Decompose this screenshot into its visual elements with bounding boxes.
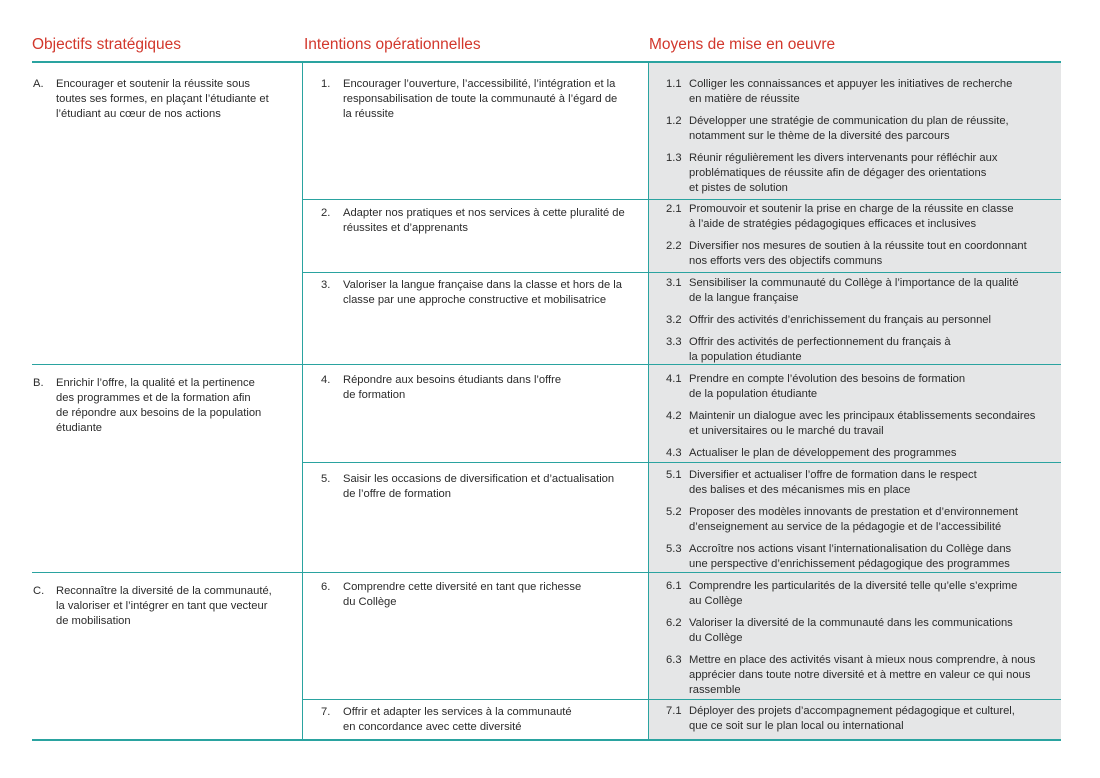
header-rule: [32, 61, 1061, 63]
means-text: Comprendre les particularités de la diversité telle qu’elle s’exprime au Collège: [689, 580, 1018, 607]
means-number: 3.2: [666, 314, 682, 326]
means-text: Sensibiliser la communauté du Collège à l’importance de la qualité de la langue française: [689, 277, 1019, 304]
objective-text: Reconnaître la diversité de la communauté, la valoriser et l’intégrer en tant que vecteur de mobilisation: [56, 585, 272, 627]
objective-number: A.: [33, 78, 44, 90]
means-number: 4.3: [666, 447, 682, 459]
means-text: Offrir des activités d’enrichissement du français au personnel: [689, 314, 992, 326]
intention-number: 1.: [321, 78, 331, 90]
column-divider-2: [648, 63, 649, 739]
means-text: Mettre en place des activités visant à mieux nous comprendre, à nous apprécier dans toute notre diversité et à mettre en valeur ce qui nous rassemble: [689, 654, 1036, 696]
row-divider-intention-3: [302, 272, 1061, 273]
objective-text: Enrichir l’offre, la qualité et la pertinence des programmes et de la formation afin de répondre aux besoins de la population étudiante: [56, 377, 262, 434]
means-number: 5.2: [666, 506, 682, 518]
means-text: Réunir régulièrement les divers intervenants pour réfléchir aux problématiques de réussite afin de dégager des orientations et pistes de solution: [689, 152, 998, 194]
intention-number: 7.: [321, 706, 331, 718]
means-number: 5.1: [666, 469, 682, 481]
means-number: 1.1: [666, 78, 682, 90]
means-text: Valoriser la diversité de la communauté dans les communications du Collège: [689, 617, 1013, 644]
means-number: 6.2: [666, 617, 682, 629]
means-text: Diversifier et actualiser l’offre de formation dans le respect des balises et des mécanismes mis en place: [689, 469, 977, 496]
means-number: 6.3: [666, 654, 682, 666]
header-intentions: Intentions opérationnelles: [304, 36, 481, 53]
intention-number: 5.: [321, 473, 331, 485]
means-number: 1.2: [666, 115, 682, 127]
table-bottom-rule: [32, 739, 1061, 741]
row-divider-objective-c: [32, 572, 1061, 573]
means-text: Colliger les connaissances et appuyer les initiatives de recherche en matière de réussite: [689, 78, 1013, 105]
means-text: Maintenir un dialogue avec les principaux établissements secondaires et universitaires ou le marché du travail: [689, 410, 1036, 437]
intention-text: Offrir et adapter les services à la communauté en concordance avec cette diversité: [343, 706, 572, 733]
row-divider-intention-7: [302, 699, 1061, 700]
means-text: Proposer des modèles innovants de prestation et d’environnement d’enseignement au service de la pédagogie et de l’accessibilité: [689, 506, 1018, 533]
means-text: Déployer des projets d’accompagnement pédagogique et culturel, que ce soit sur le plan local ou international: [689, 705, 1015, 732]
intention-text: Encourager l’ouverture, l’accessibilité, l’intégration et la responsabilisation de toute la communauté à l’égard de la réussite: [343, 78, 618, 120]
intention-number: 6.: [321, 581, 331, 593]
objective-number: C.: [33, 585, 45, 597]
means-text: Promouvoir et soutenir la prise en charge de la réussite en classe à l’aide de stratégies pédagogiques efficaces et inclusives: [689, 203, 1014, 230]
means-text: Diversifier nos mesures de soutien à la réussite tout en coordonnant nos efforts vers des objectifs communs: [689, 240, 1027, 267]
means-text: Prendre en compte l’évolution des besoins de formation de la population étudiante: [689, 373, 966, 400]
means-number: 5.3: [666, 543, 682, 555]
table-header: [32, 36, 1060, 60]
means-number: 2.1: [666, 203, 682, 215]
means-text: Développer une stratégie de communication du plan de réussite, notamment sur le thème de la diversité des parcours: [689, 115, 1009, 142]
means-number: 7.1: [666, 705, 682, 717]
intention-text: Comprendre cette diversité en tant que richesse du Collège: [343, 581, 582, 608]
means-number: 1.3: [666, 152, 682, 164]
means-number: 4.2: [666, 410, 682, 422]
means-number: 3.1: [666, 277, 682, 289]
row-divider-intention-5: [302, 462, 1061, 463]
means-number: 6.1: [666, 580, 682, 592]
intention-text: Saisir les occasions de diversification et d’actualisation de l’offre de formation: [343, 473, 615, 500]
intention-number: 2.: [321, 207, 331, 219]
means-number: 2.2: [666, 240, 682, 252]
means-text: Accroître nos actions visant l’internationalisation du Collège dans une perspective d’enrichissement pédagogique des programmes: [689, 543, 1012, 570]
objective-text: Encourager et soutenir la réussite sous toutes ses formes, en plaçant l’étudiante et l’étudiant au cœur de nos actions: [56, 78, 269, 120]
intention-number: 4.: [321, 374, 331, 386]
means-text: Offrir des activités de perfectionnement du français à la population étudiante: [689, 336, 951, 363]
row-divider-intention-2: [302, 199, 1061, 200]
header-objectifs: Objectifs stratégiques: [32, 36, 182, 53]
objective-number: B.: [33, 377, 44, 389]
intention-text: Répondre aux besoins étudiants dans l’offre de formation: [343, 374, 562, 401]
column-divider-1: [302, 63, 303, 739]
intention-text: Valoriser la langue française dans la classe et hors de la classe par une approche constructive et mobilisatrice: [343, 279, 623, 306]
means-text: Actualiser le plan de développement des programmes: [689, 447, 957, 459]
means-number: 4.1: [666, 373, 682, 385]
means-number: 3.3: [666, 336, 682, 348]
intention-number: 3.: [321, 279, 331, 291]
intention-text: Adapter nos pratiques et nos services à cette pluralité de réussites et d’apprenants: [343, 207, 625, 234]
header-moyens: Moyens de mise en oeuvre: [649, 36, 836, 53]
